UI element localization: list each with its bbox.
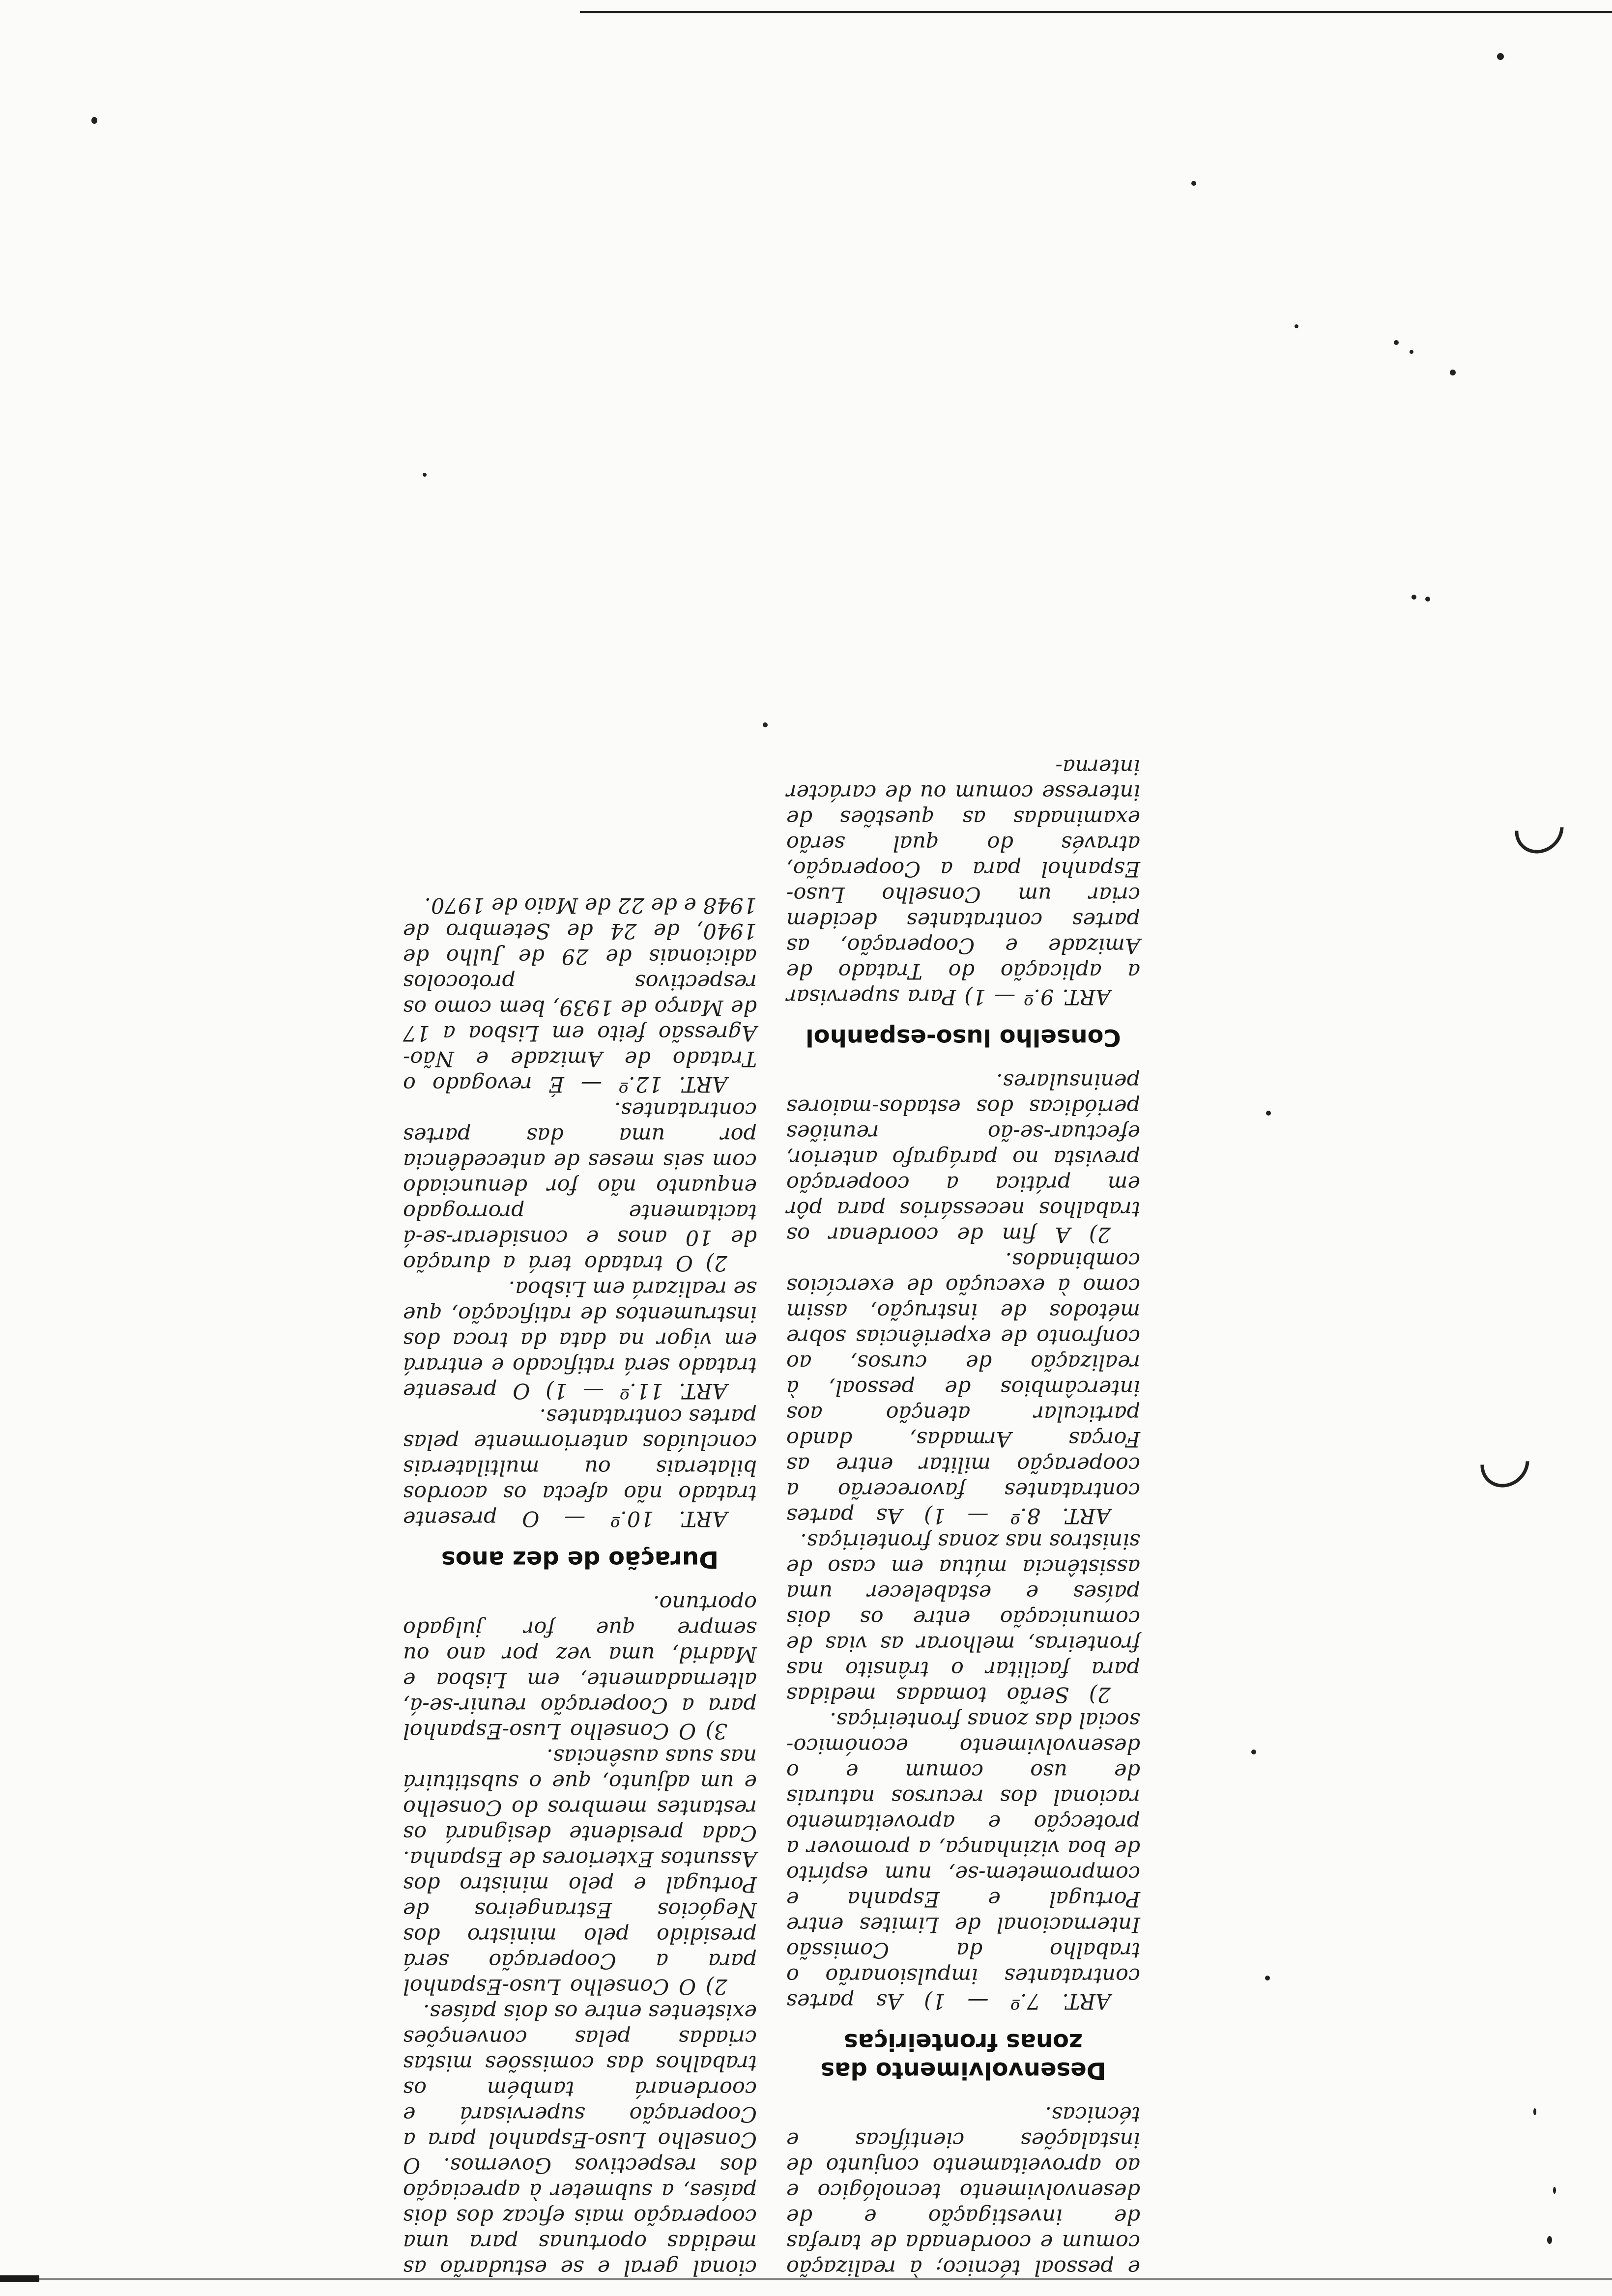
dust-speck <box>1394 340 1399 345</box>
dust-speck <box>1533 2108 1536 2115</box>
intro-paragraph: e pessoal técnico; à realização comum e coordenada de tarefas de investigação e de desenvolvimento tecnológico e ao aproveitamento conjunto de instalações científicas e técnicas. <box>786 2102 1140 2280</box>
binder-hole-mark <box>1505 795 1574 863</box>
dust-speck <box>423 473 427 477</box>
dust-speck <box>1295 324 1298 328</box>
article-7-1: ART. 7.º — 1) As partes contratantes impulsionarão o trabalho da Comissão Internacional de Limites entre Portugal e Espanha e comprometem-se, num espírito de boa vizinhança, a promover a protecção e aproveitamento racional dos recursos naturais de uso comum e o desenvolvimento económico-social das zonas fronteiriças. <box>786 1708 1140 2013</box>
dust-speck <box>1547 2236 1552 2244</box>
dust-speck <box>1497 53 1504 60</box>
binder-hole-mark <box>1470 1429 1539 1497</box>
article-11-1: ART. 11.º — 1) O presente tratado será ratificado e entrará em vigor na data da troca dos instrumentos de ratificação, que se realizará em Lisboa. <box>403 1276 757 1403</box>
article-10: ART. 10.º — O presente tratado não afecta os acordos bilaterais ou multilaterais concluídos anteriormente pelas partes contratantes. <box>403 1404 757 1531</box>
article-9-3: 3) O Conselho Luso-Espanhol para a Cooperação reunir-se-á, alternadamente, em Lisboa e Madrid, uma vez por ano ou sempre que for julgado oportuno. <box>403 1591 757 1743</box>
dust-speck <box>1553 2187 1556 2194</box>
article-9-2: 2) O Conselho Luso-Espanhol para a Cooperação será presidido pelo ministro dos Negócios Estrangeiros de Portugal e pelo ministro dos Assuntos Exteriores de Espanha. Cada presidente designará os restantes membros do Conselho e um adjunto, que o substituirá nas suas ausências. <box>403 1744 757 1999</box>
dust-speck <box>1251 1750 1256 1754</box>
top-edge-line <box>580 11 1612 13</box>
article-8-2: 2) A fim de coordenar os trabalhos necessários para pôr em prática a cooperação prevista no parágrafo anterior, efectuar-se-ão reuniões periódicas dos estados-maiores peninsulares. <box>786 1069 1140 1247</box>
dust-speck <box>1410 350 1413 354</box>
heading-border-zones: Desenvolvimento das zonas fronteiriças <box>820 2028 1106 2084</box>
article-7-2: 2) Serão tomadas medidas para facilitar o trânsito nas fronteiras, melhorar as vias de comunicação entre os dois países e estabelecer uma assistência mútua em caso de sinistros nas zonas fronteiriças. <box>786 1529 1140 1707</box>
article-9-1: ART. 9.º — 1) Para supervisar a aplicação do Tratado de Amizade e Cooperação, as partes contratantes decidem criar um Conselho Luso-Espanhol para a Cooperação, através do qual serão examinadas as questões de interesse comum ou de carácter interna- <box>786 754 1140 1009</box>
article-12: ART. 12.º — É revogado o Tratado de Amizade e Não-Agressão feito em Lisboa a 17 de Março de 1939, bem como os respectivos protocolos adicionais de 29 de Julho de 1940, de 24 de Setembro de 1948 e de 22 de Maio de 1970. <box>403 893 757 1096</box>
heading-council: Conselho luso-espanhol <box>806 1024 1121 1051</box>
bottom-left-mark <box>0 2275 39 2282</box>
article-column-right <box>786 754 1140 2280</box>
dust-speck <box>1191 181 1196 186</box>
dust-speck <box>1265 1976 1270 1980</box>
continued-paragraph: cional geral e se estudarão as medidas oportunas para uma cooperação mais eficaz dos dois países, a submeter à apreciação dos respectivos Governos. O Conselho Luso-Espanhol para a Cooperação supervisará e coordenará também os trabalhos das comissões mistas criadas pelas convenções existentes entre os dois países. <box>403 2000 757 2280</box>
article-column-left <box>403 826 757 2280</box>
article-11-2: 2) O tratado terá a duração de 10 anos e considerar-se-á tacitamente prorrogado enquanto não for denunciado com seis meses de antecedência por uma das partes contratantes. <box>403 1097 757 1275</box>
dust-speck <box>763 722 768 727</box>
article-8-1: ART. 8.º — 1) As partes contratantes favorecerão a cooperação militar entre as Forças Armadas, dando particular atenção aos intercâmbios de pessoal, à realização de cursos, ao confronto de experiências sobre métodos de instrução, assim como à execução de exercícios combinados. <box>786 1248 1140 1528</box>
dust-speck <box>1266 1111 1271 1116</box>
dust-speck <box>1450 370 1456 375</box>
dust-speck <box>91 117 97 124</box>
heading-duration: Duração de dez anos <box>441 1546 719 1573</box>
dust-speck <box>1425 597 1430 602</box>
dust-speck <box>1411 595 1416 600</box>
